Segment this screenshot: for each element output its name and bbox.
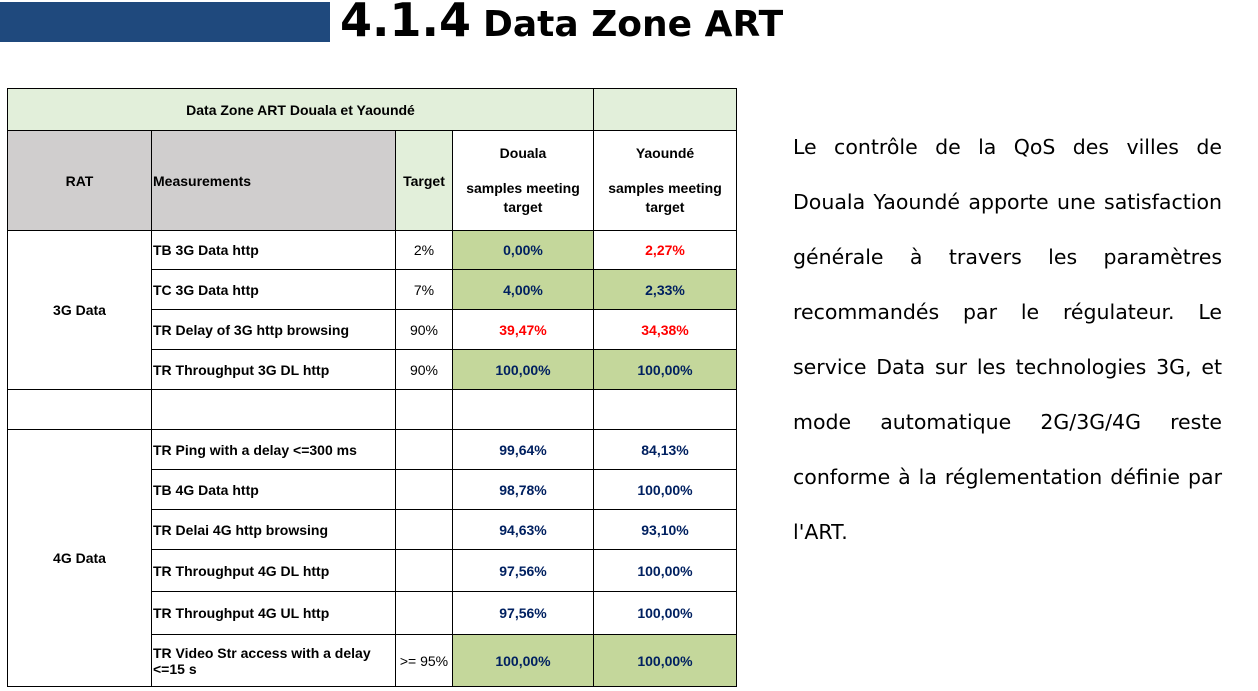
header-measurements: Measurements xyxy=(152,131,396,231)
row-douala-value: 39,47% xyxy=(453,310,594,350)
row-measurement: TC 3G Data http xyxy=(152,270,396,310)
spacer-cell xyxy=(152,390,396,430)
row-douala-value: 97,56% xyxy=(453,592,594,635)
spacer-cell xyxy=(594,390,737,430)
row-target xyxy=(396,470,453,510)
row-measurement: TR Ping with a delay <=300 ms xyxy=(152,430,396,470)
row-measurement: TR Video Str access with a delay <=15 s xyxy=(152,635,396,687)
row-target: 7% xyxy=(396,270,453,310)
row-target: >= 95% xyxy=(396,635,453,687)
table-title: Data Zone ART Douala et Yaoundé xyxy=(8,89,594,131)
row-douala-value: 94,63% xyxy=(453,510,594,550)
row-target: 90% xyxy=(396,350,453,390)
spacer-cell xyxy=(453,390,594,430)
group-3g: 3G Data xyxy=(8,231,152,390)
table-row xyxy=(8,430,737,470)
data-zone-table xyxy=(7,88,737,687)
header-rat: RAT xyxy=(8,131,152,231)
header-yaounde xyxy=(594,131,737,231)
row-yaounde-value: 100,00% xyxy=(594,470,737,510)
row-yaounde-value: 100,00% xyxy=(594,550,737,592)
section-title: Data Zone ART xyxy=(482,4,784,45)
body-paragraph: Le contrôle de la QoS des villes de Douala Yaoundé apporte une satisfaction générale à travers les paramètres recommandés par le régulateur. Le service Data sur les technologies 3G, et mode automatique 2G/3G/4G reste conforme à la réglementation définie par l'ART. xyxy=(793,135,1222,544)
row-measurement: TR Throughput 4G DL http xyxy=(152,550,396,592)
row-douala-value: 97,56% xyxy=(453,550,594,592)
row-douala-value: 100,00% xyxy=(453,635,594,687)
table-header-row xyxy=(8,131,737,231)
row-target: 2% xyxy=(396,231,453,270)
section-heading xyxy=(340,0,783,46)
row-target xyxy=(396,550,453,592)
row-douala-value: 100,00% xyxy=(453,350,594,390)
row-measurement: TR Delay of 3G http browsing xyxy=(152,310,396,350)
header-douala xyxy=(453,131,594,231)
row-yaounde-value: 93,10% xyxy=(594,510,737,550)
row-yaounde-value: 34,38% xyxy=(594,310,737,350)
row-douala-value: 0,00% xyxy=(453,231,594,270)
row-target xyxy=(396,592,453,635)
table-title-row xyxy=(8,89,737,131)
row-douala-value: 4,00% xyxy=(453,270,594,310)
row-yaounde-value: 2,27% xyxy=(594,231,737,270)
row-measurement: TR Throughput 3G DL http xyxy=(152,350,396,390)
row-yaounde-value: 100,00% xyxy=(594,592,737,635)
row-target xyxy=(396,430,453,470)
group-4g: 4G Data xyxy=(8,430,152,687)
row-measurement: TR Throughput 4G UL http xyxy=(152,592,396,635)
row-douala-value: 99,64% xyxy=(453,430,594,470)
row-yaounde-value: 2,33% xyxy=(594,270,737,310)
section-number: 4.1.4 xyxy=(340,0,471,47)
row-douala-value: 98,78% xyxy=(453,470,594,510)
table-spacer-row xyxy=(8,390,737,430)
row-measurement: TB 4G Data http xyxy=(152,470,396,510)
header-yaounde-city: Yaoundé xyxy=(635,144,695,161)
table-row xyxy=(8,231,737,270)
header-target: Target xyxy=(396,131,453,231)
row-yaounde-value: 100,00% xyxy=(594,635,737,687)
row-measurement: TR Delai 4G http browsing xyxy=(152,510,396,550)
row-measurement: TB 3G Data http xyxy=(152,231,396,270)
spacer-cell xyxy=(8,390,152,430)
spacer-cell xyxy=(396,390,453,430)
row-yaounde-value: 100,00% xyxy=(594,350,737,390)
section-bar xyxy=(0,2,330,42)
header-yaounde-sub: samples meeting target xyxy=(608,179,722,215)
row-target: 90% xyxy=(396,310,453,350)
header-douala-sub: samples meeting target xyxy=(466,179,580,215)
table-title-blank xyxy=(594,89,737,131)
header-douala-city: Douala xyxy=(499,144,547,161)
row-yaounde-value: 84,13% xyxy=(594,430,737,470)
row-target xyxy=(396,510,453,550)
